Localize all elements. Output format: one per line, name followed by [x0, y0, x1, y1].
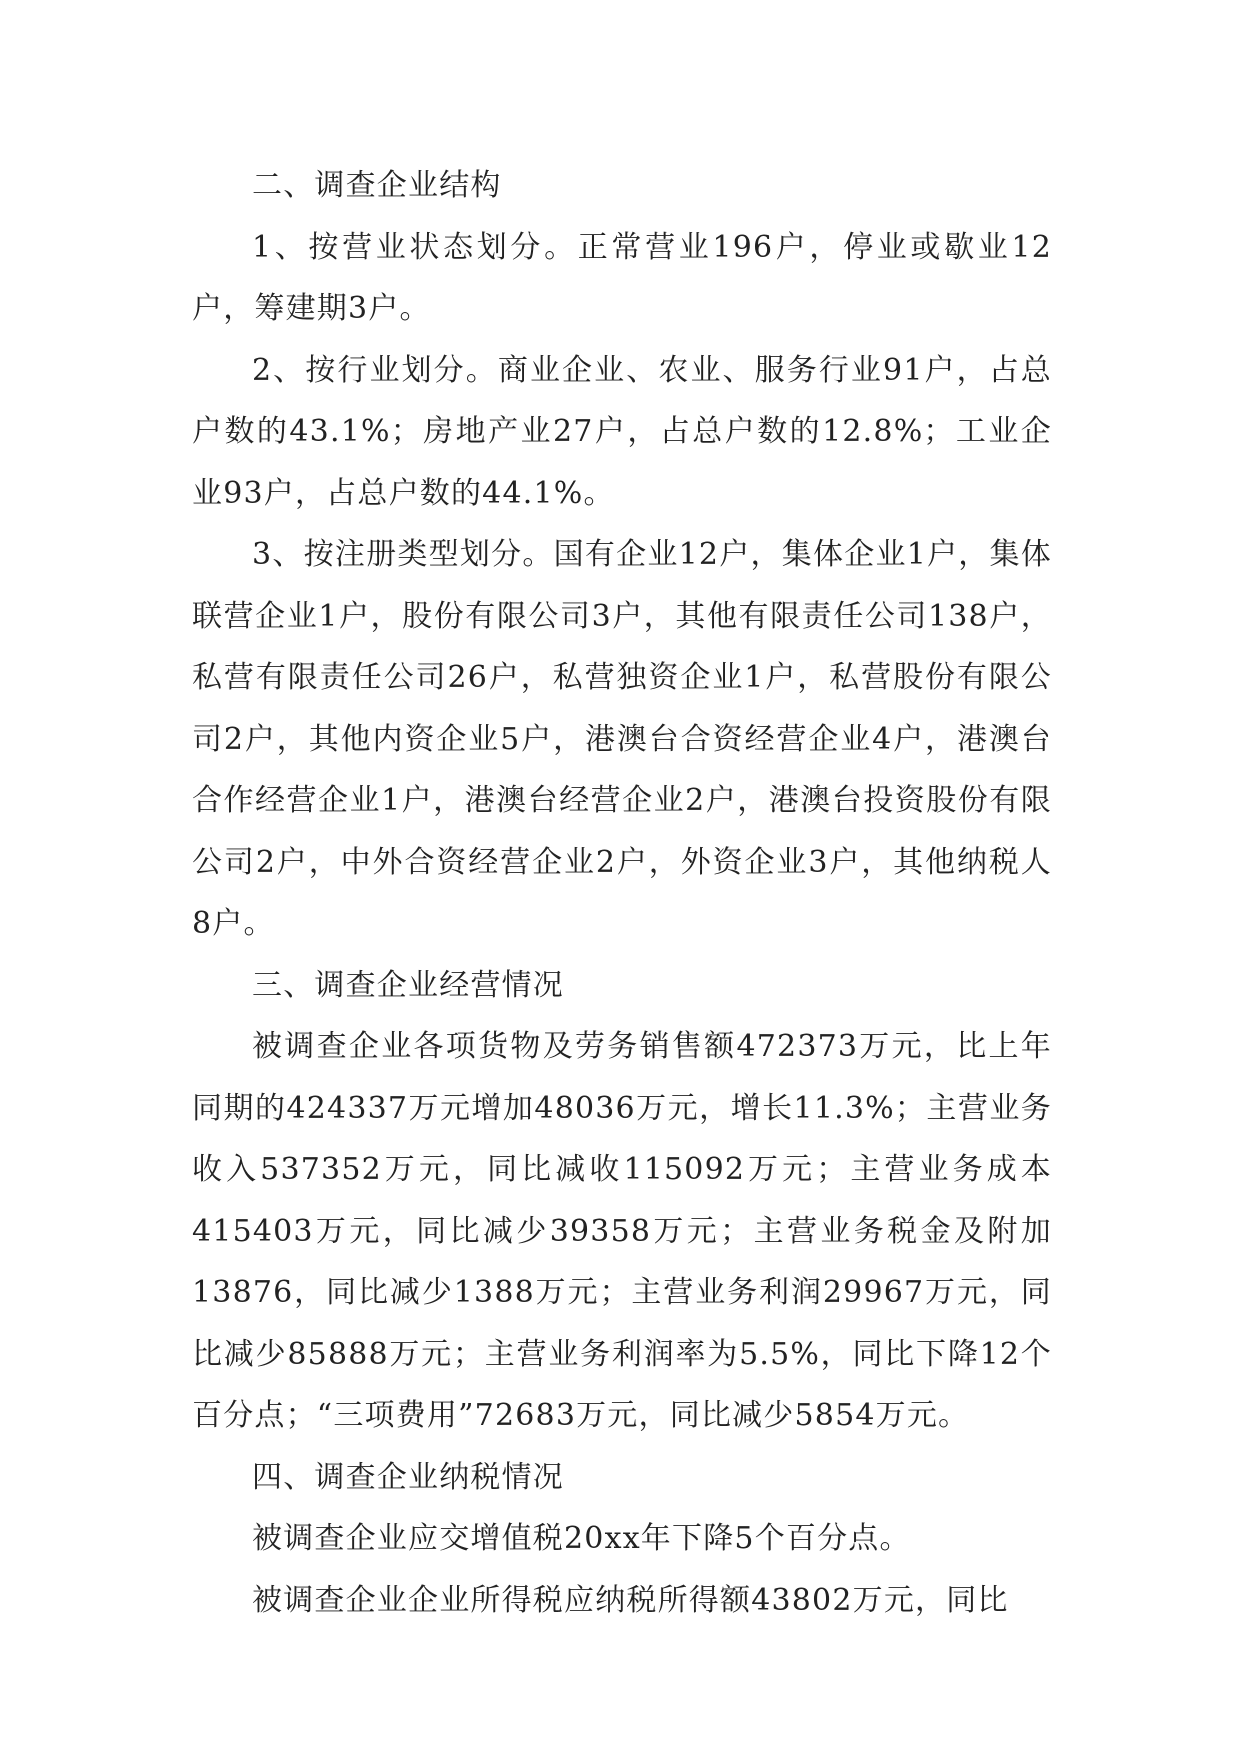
paragraph-operating-status: 1、按营业状态划分。正常营业196户，停业或歇业12户，筹建期3户。 [192, 229, 1052, 326]
paragraph-industry: 2、按行业划分。商业企业、农业、服务行业91户，占总户数的43.1%；房地产业27户，占总户数的12.8%；工业企业93户，占总户数的44.1%。 [192, 352, 1052, 511]
section-heading-tax-payment: 四、调查企业纳税情况 [252, 1459, 564, 1495]
section-heading-business-operations: 三、调查企业经营情况 [252, 967, 564, 1003]
paragraph-income-tax: 被调查企业企业所得税应纳税所得额43802万元，同比 [252, 1582, 1009, 1618]
paragraph-sales-revenue: 被调查企业各项货物及劳务销售额472373万元，比上年同期的424337万元增加48036万元，增长11.3%；主营业务收入537352万元，同比减收115092万元；主营业务成本415403万元，同比减少39358万元；主营业务税金及附加13876，同比减少1388万元；主营业务利润29967万元，同比减少85888万元；主营业务利润率为5.5%，同比下降12个百分点；“三项费用”72683万元，同比减少5854万元。 [192, 1029, 1052, 1433]
section-heading-enterprise-structure: 二、调查企业结构 [252, 168, 502, 203]
paragraph-vat: 被调查企业应交增值税20xx年下降5个百分点。 [252, 1521, 911, 1556]
document-body [192, 155, 1052, 1631]
paragraph-registration-type: 3、按注册类型划分。国有企业12户，集体企业1户，集体联营企业1户，股份有限公司3户，其他有限责任公司138户，私营有限责任公司26户，私营独资企业1户，私营股份有限公司2户，其他内资企业5户，港澳台合资经营企业4户，港澳台合作经营企业1户，港澳台经营企业2户，港澳台投资股份有限公司2户，中外合资经营企业2户，外资企业3户，其他纳税人8户。 [192, 537, 1052, 941]
